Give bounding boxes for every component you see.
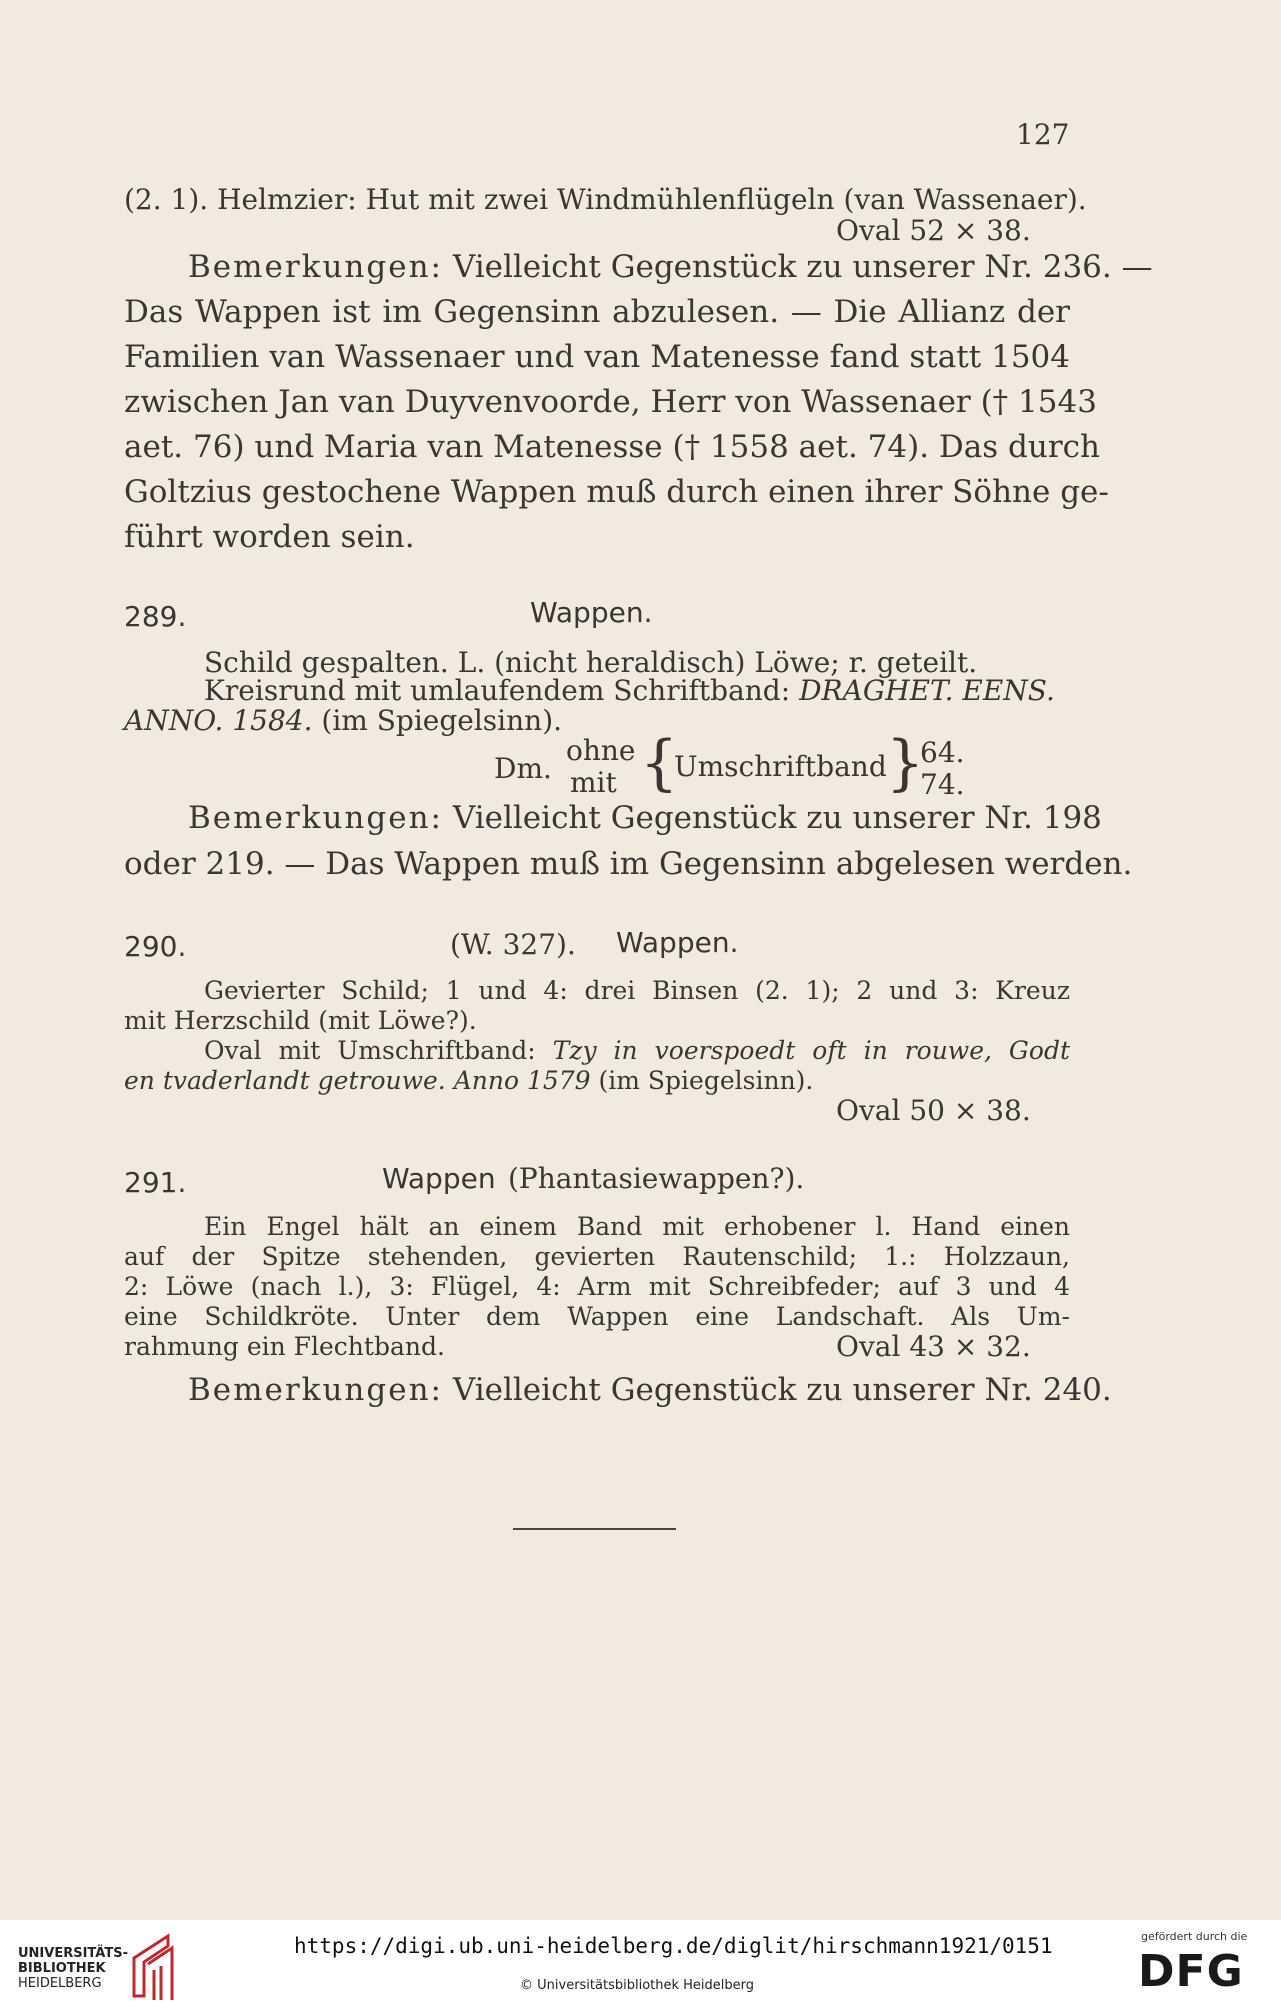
remarks-text-line: zwischen Jan van Duyvenvoorde, Herr von Wassenaer († 1543 bbox=[124, 384, 1097, 420]
dimension-value: 64. bbox=[920, 736, 965, 769]
entry-description: auf der Spitze stehenden, gevierten Rautenschild; 1.: Holzzaun, bbox=[124, 1242, 1070, 1271]
entry-size: Oval 43 × 32. bbox=[836, 1330, 1031, 1363]
library-name-line: HEIDELBERG bbox=[18, 1976, 102, 1991]
remarks-paragraph bbox=[188, 1372, 1112, 1408]
inscription-text: DRAGHET. EENS. bbox=[799, 674, 1055, 707]
library-name-line: UNIVERSITÄTS- bbox=[18, 1946, 128, 1961]
remarks-label: Bemerkungen: bbox=[188, 1372, 444, 1408]
remarks-paragraph bbox=[188, 800, 1102, 836]
right-brace: } bbox=[886, 728, 925, 798]
entry-description: Ein Engel hält an einem Band mit erhobener l. Hand einen bbox=[204, 1212, 1070, 1241]
entry-title: Wappen. bbox=[616, 926, 739, 959]
entry-description: Gevierter Schild; 1 und 4: drei Binsen (2. 1); 2 und 3: Kreuz bbox=[204, 976, 1070, 1005]
funding-note: gefördert durch die bbox=[1141, 1930, 1248, 1943]
inscription-text: Tzy in voerspoedt oft in rouwe, Godt bbox=[552, 1036, 1070, 1065]
entry-description: mit Herzschild (mit Löwe?). bbox=[124, 1006, 477, 1035]
entry-number: 289. bbox=[124, 600, 187, 633]
description-text: (im Spiegelsinn). bbox=[590, 1066, 814, 1095]
intro-size: Oval 52 × 38. bbox=[836, 214, 1031, 247]
remarks-label: Bemerkungen: bbox=[188, 249, 444, 285]
entry-description bbox=[124, 704, 562, 737]
dimension-variant-without: ohne bbox=[566, 734, 636, 767]
entry-description: rahmung ein Flechtband. bbox=[124, 1332, 445, 1361]
remarks-text-line: Goltzius gestochene Wappen muß durch einen ihrer Söhne ge- bbox=[124, 474, 1109, 510]
entry-title: Wappen. bbox=[530, 596, 653, 629]
entry-number: 291. bbox=[124, 1166, 187, 1199]
inscription-text: en tvaderlandt getrouwe. Anno 1579 bbox=[124, 1066, 591, 1095]
left-brace: { bbox=[640, 728, 679, 798]
library-logo-icon bbox=[128, 1930, 180, 2002]
remarks-text-line: oder 219. — Das Wappen muß im Gegensinn abgelesen werden. bbox=[124, 846, 1133, 882]
entry-description bbox=[124, 1066, 813, 1095]
description-text: Kreisrund mit umlaufendem Schriftband: bbox=[204, 674, 800, 707]
remarks-text-line: führt worden sein. bbox=[124, 519, 415, 555]
remarks-text-line: aet. 76) und Maria van Matenesse († 1558 aet. 74). Das durch bbox=[124, 429, 1100, 465]
entry-title: Wappen bbox=[382, 1162, 496, 1195]
entry-subtitle: (Phantasiewappen?). bbox=[508, 1162, 805, 1195]
library-name-line: BIBLIOTHEK bbox=[18, 1961, 106, 1976]
entry-size: Oval 50 × 38. bbox=[836, 1094, 1031, 1127]
section-divider bbox=[513, 1528, 676, 1530]
remarks-text-line: Das Wappen ist im Gegensinn abzulesen. — Die Allianz der bbox=[124, 294, 1070, 330]
remarks-text-line: Familien van Wassenaer und van Matenesse fand statt 1504 bbox=[124, 339, 1070, 375]
page-number: 127 bbox=[1016, 118, 1070, 151]
permalink-url[interactable]: https://digi.ub.uni-heidelberg.de/diglit/hirschmann1921/0151 bbox=[294, 1934, 1053, 1958]
entry-description: eine Schildkröte. Unter dem Wappen eine Landschaft. Als Um- bbox=[124, 1302, 1070, 1331]
entry-description bbox=[204, 1036, 1070, 1065]
inscription-text: ANNO. 1584. bbox=[124, 704, 313, 737]
footer-bar bbox=[0, 1920, 1281, 2011]
remarks-label: Bemerkungen: bbox=[188, 800, 444, 836]
dimension-label: Dm. bbox=[494, 752, 552, 785]
entry-description: 2: Löwe (nach l.), 3: Flügel, 4: Arm mit Schreibfeder; auf 3 und 4 bbox=[124, 1272, 1070, 1301]
funder-logo: DFG bbox=[1138, 1946, 1244, 1997]
entry-number: 290. bbox=[124, 930, 187, 963]
entry-description: Schild gespalten. L. (nicht heraldisch) Löwe; r. geteilt. bbox=[204, 646, 978, 679]
remarks-paragraph bbox=[124, 249, 1153, 285]
entry-description bbox=[204, 674, 1055, 707]
entry-reference: (W. 327). bbox=[450, 928, 576, 961]
copyright-notice: © Universitätsbibliothek Heidelberg bbox=[520, 1978, 755, 1993]
dimension-subject: Umschriftband bbox=[674, 750, 887, 783]
dimension-value: 74. bbox=[920, 768, 965, 801]
remarks-text-line: Vielleicht Gegenstück zu unserer Nr. 240. bbox=[452, 1372, 1112, 1408]
intro-line: (2. 1). Helmzier: Hut mit zwei Windmühlenflügeln (van Wassenaer). bbox=[124, 183, 1087, 216]
library-name bbox=[18, 1946, 128, 1991]
remarks-text-line: Vielleicht Gegenstück zu unserer Nr. 198 bbox=[452, 800, 1102, 836]
dimension-variant-with: mit bbox=[570, 766, 617, 799]
description-text: Oval mit Umschriftband: bbox=[204, 1036, 553, 1065]
description-text: (im Spiegelsinn). bbox=[312, 704, 563, 737]
remarks-text-line: Vielleicht Gegenstück zu unserer Nr. 236. — bbox=[452, 249, 1153, 285]
